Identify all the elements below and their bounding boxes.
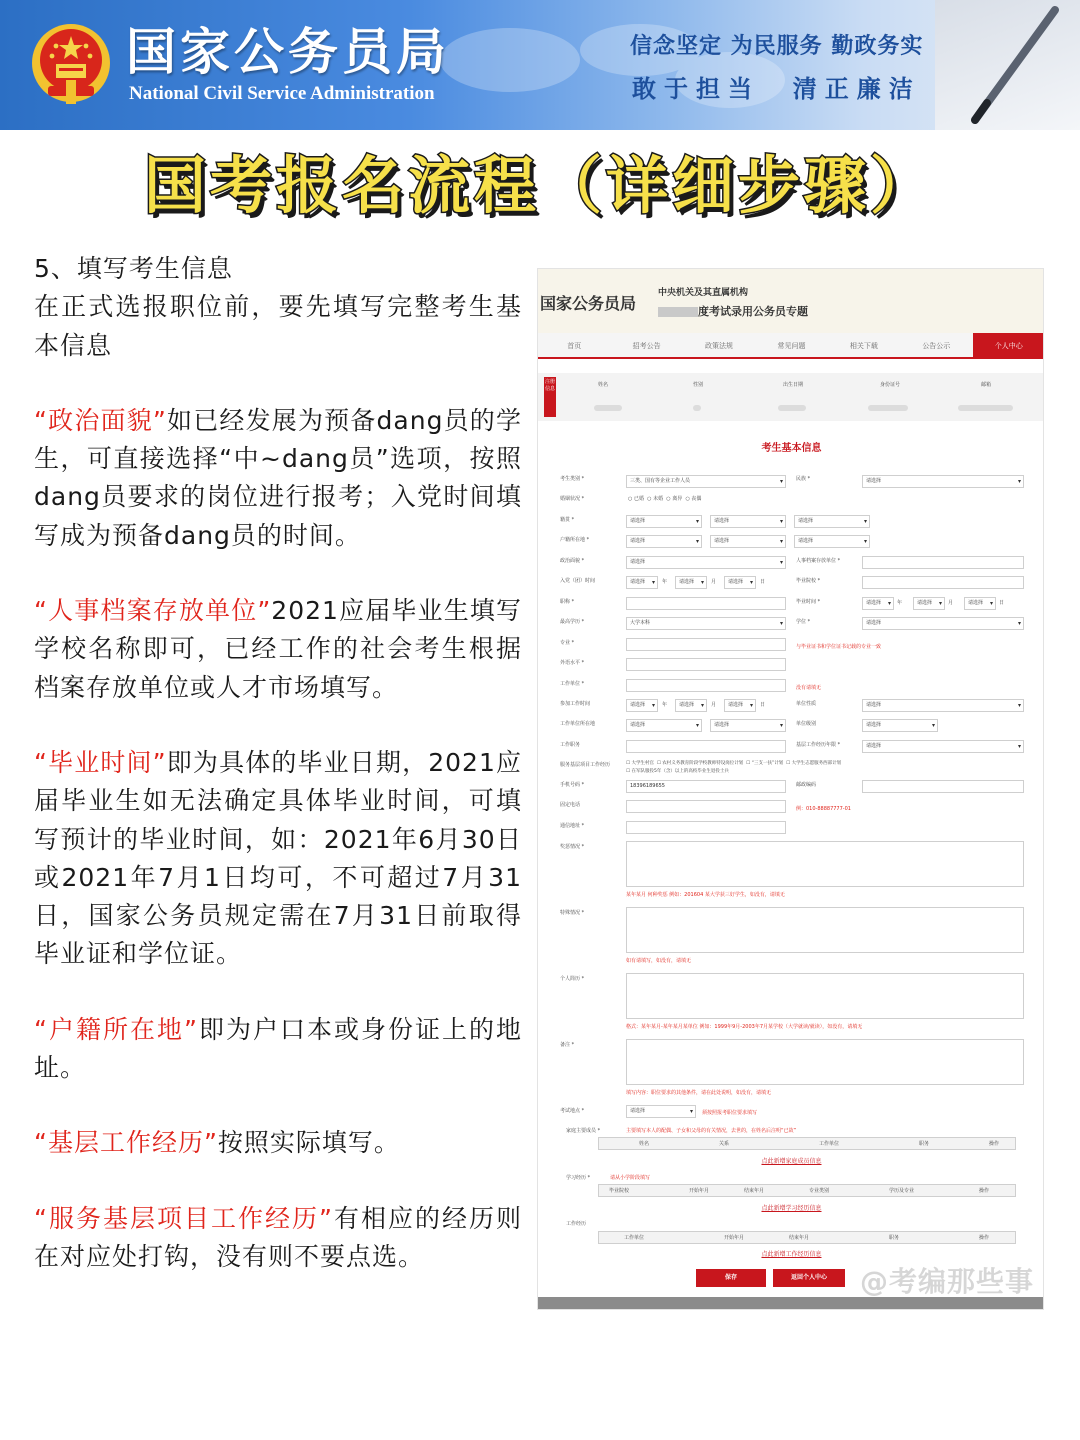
world-map-graphic: [420, 0, 820, 130]
grad-day-select[interactable]: 请选择 ▾: [964, 597, 996, 610]
hint-remark: 填写内容：职位要求的其他条件，请在此处说明，如没有，请填无: [626, 1090, 772, 1096]
hint-degree: 与毕业证书和学位证书记载的专业一致: [796, 644, 882, 650]
label-education: 最高学历 *: [560, 619, 585, 625]
page-heading: 国考报名流程（详细步骤）: [143, 149, 936, 222]
label-category: 考生类别 *: [560, 476, 585, 482]
grad-year-select[interactable]: 请选择 ▾: [862, 597, 894, 610]
save-button[interactable]: 保存: [696, 1269, 766, 1287]
nav-announcements[interactable]: 公告公示: [922, 342, 951, 350]
reg-header-name: 姓名: [598, 382, 609, 388]
label-hukou: 户籍所在地 *: [560, 537, 590, 543]
add-study-link[interactable]: 点此新增学习经历信息: [761, 1205, 822, 1212]
major-input[interactable]: [626, 638, 786, 651]
term-service: “服务基层项目工作经历”: [34, 1203, 333, 1233]
hint-specialty: 如有请填写，如没有，请填无: [626, 958, 692, 964]
reg-info-tag: 注册信息: [544, 377, 556, 417]
blurred-value: [958, 405, 1013, 411]
banner-title: 国家公务员局: [126, 22, 450, 81]
slogan-line-2: 敢于担当 清正廉洁: [632, 75, 921, 103]
form-project-line-2: 度考试录用公务员专题: [658, 303, 808, 319]
work-month-unit: 月: [711, 702, 717, 708]
join-year-select[interactable]: 请选择 ▾: [626, 576, 658, 589]
label-service: 服务基层项目工作经历: [560, 762, 611, 768]
native-city-select[interactable]: 请选择 ▾: [710, 515, 786, 528]
blurred-value: [778, 405, 806, 411]
hukou-county-select[interactable]: 请选择 ▾: [794, 535, 870, 548]
paragraph-political: “政治面貌”如已经发展为预备dang员的学生，可直接选择“中~dang员”选项，按照dang员要求的岗位进行报考；入党时间填写成为预备dang员的时间。: [34, 405, 522, 550]
label-awards: 奖惩情况 *: [560, 844, 585, 850]
label-remark: 备注 *: [560, 1042, 575, 1048]
registration-form-screenshot: [537, 268, 1044, 1310]
article-text: [34, 250, 522, 1276]
basic-years-select[interactable]: 请选择 ▾: [862, 740, 1024, 753]
paragraph-archive: “人事档案存放单位”2021应届毕业生填写学校名称即可，已经工作的社会考生根据档案存放单位或人才市场填写。: [34, 596, 523, 702]
unit-nature-select[interactable]: 请选择 ▾: [862, 699, 1024, 712]
term-basic-work: “基层工作经历”: [34, 1128, 218, 1158]
unit-level-select[interactable]: 请选择 ▾: [862, 719, 938, 732]
slogan-line-1: 信念坚定 为民服务 勤政务实: [630, 34, 924, 59]
label-mobile: 手机号码 *: [560, 782, 585, 788]
form-project-line-1: 中央机关及其直属机构: [658, 288, 749, 298]
resume-textarea[interactable]: [626, 973, 1024, 1019]
nav-policy[interactable]: 政策法规: [705, 342, 734, 350]
label-title: 职称 *: [560, 599, 575, 605]
label-marital: 婚姻状况 *: [560, 496, 585, 502]
label-grad-time: 毕业时间 *: [796, 599, 821, 605]
specialty-textarea[interactable]: [626, 907, 1024, 953]
add-work-link[interactable]: 点此新增工作经历信息: [761, 1251, 822, 1258]
label-phone: 固定电话: [560, 802, 581, 808]
label-native: 籍贯 *: [560, 517, 575, 523]
add-family-link[interactable]: 点此新增家庭成员信息: [761, 1158, 822, 1165]
label-join-time: 入党（团）时间: [560, 578, 596, 584]
label-degree: 学位 *: [796, 619, 811, 625]
step-title: 5、填写考生信息: [34, 254, 233, 283]
term-political: “政治面貌”: [34, 405, 167, 435]
degree-select[interactable]: 请选择 ▾: [862, 617, 1024, 630]
label-resume: 个人简历 *: [560, 976, 585, 982]
term-archive: “人事档案存放单位”: [34, 596, 272, 626]
work-table-header: 工作单位 开始年月 结束年月 职务 操作: [598, 1231, 1016, 1244]
study-table-header: 毕业院校 开始年月 结束年月 专业类别 学历及专业 操作: [598, 1184, 1016, 1197]
archive-input[interactable]: [862, 556, 1024, 569]
work-year-select[interactable]: 请选择 ▾: [626, 699, 658, 712]
paragraph-basic-work: “基层工作经历”按照实际填写。: [34, 1128, 400, 1158]
nav-home[interactable]: 首页: [567, 342, 582, 350]
paragraph-graduation: “毕业时间”即为具体的毕业日期，2021应届毕业生如无法确定具体毕业时间，可填写预计的毕业时间，如：2021年6月30日或2021年7月1日均可，不可超过7月31日，国家公务员规定需在7月31日前取得毕业证和学位证。: [34, 747, 523, 969]
hukou-city-select[interactable]: 请选择 ▾: [710, 535, 786, 548]
label-school: 毕业院校 *: [796, 578, 821, 584]
join-day-select[interactable]: 请选择 ▾: [724, 576, 756, 589]
join-year-unit: 年: [662, 579, 668, 585]
banner-subtitle: National Civil Service Administration: [129, 83, 435, 104]
nav-notices[interactable]: 招考公告: [632, 342, 661, 350]
join-day-unit: 日: [760, 579, 766, 585]
exam-city-select[interactable]: 请选择 ▾: [626, 1105, 696, 1118]
label-work-unit: 工作单位 *: [560, 681, 585, 687]
form-section-title: 考生基本信息: [761, 443, 822, 454]
label-address: 通信地址 *: [560, 823, 585, 829]
reg-header-gender: 性别: [693, 382, 704, 388]
service-checkbox-veteran[interactable]: ☐ 在军队服役5年（含）以上的高校毕业生退役士兵: [626, 769, 729, 774]
label-work-exp: 工作经历: [566, 1221, 587, 1227]
hint-awards: 某年某月 何种奖惩 例如：201604 某大学获三好学生，如没有，请填无: [626, 892, 785, 898]
political-select[interactable]: 请选择 ▾: [626, 556, 786, 569]
address-input[interactable]: [626, 821, 786, 834]
term-graduation: “毕业时间”: [34, 747, 167, 777]
registration-info-strip: [538, 373, 1044, 421]
awards-textarea[interactable]: [626, 841, 1024, 887]
blurred-value: [693, 405, 701, 411]
label-work-start: 参加工作时间: [560, 701, 591, 707]
hint-study: 请从小学阶段填写: [610, 1175, 651, 1181]
label-unit-level: 单位级别: [796, 721, 817, 727]
reg-header-id: 身份证号: [880, 382, 901, 388]
paragraph-hukou: “户籍所在地”即为户口本或身份证上的地址。: [34, 1014, 522, 1083]
form-site-header: [538, 269, 1044, 333]
remark-textarea[interactable]: [626, 1039, 1024, 1085]
label-email: 邮政编码: [796, 782, 817, 788]
pen-icon: [935, 0, 1080, 130]
work-place-city-select[interactable]: 请选择 ▾: [710, 719, 786, 732]
site-banner: [0, 0, 1080, 130]
category-select[interactable]: 三类、国有等企业工作人员 ▾: [626, 475, 786, 488]
label-political: 政治面貌 *: [560, 558, 585, 564]
hint-resume: 格式：某年某月-某年某月某单位 例如：1999年9月-2003年7月某学校（大学就读/就读），如没有，请填无: [626, 1024, 863, 1030]
label-family: 家庭主要成员 *: [566, 1128, 601, 1134]
phone-input[interactable]: [626, 800, 786, 813]
blurred-value: [594, 405, 622, 411]
label-major: 专业 *: [560, 640, 575, 646]
label-archive: 人事档案存放单位 *: [796, 558, 841, 564]
form-nav-bar: [538, 333, 1044, 359]
service-checkboxes[interactable]: ☐ 大学生村官 ☐ 农村义务教育阶段学校教师特设岗位计划 ☐ “三支一扶”计划 ☐ 大学生志愿服务西部计划: [626, 761, 842, 766]
work-place-province-select[interactable]: 请选择 ▾: [626, 719, 702, 732]
national-emblem-icon: [30, 20, 112, 106]
label-study: 学习经历 *: [566, 1175, 591, 1181]
native-province-select[interactable]: 请选择 ▾: [626, 515, 702, 528]
work-month-select[interactable]: 请选择 ▾: [675, 699, 707, 712]
label-exam-city: 考试地点 *: [560, 1108, 585, 1114]
reg-header-email: 邮箱: [981, 382, 992, 388]
title-input[interactable]: [626, 597, 786, 610]
hint-phone: 例：010-88887777-01: [796, 806, 851, 812]
nav-downloads[interactable]: 相关下载: [849, 342, 878, 350]
work-day-select[interactable]: 请选择 ▾: [724, 699, 756, 712]
work-unit-input[interactable]: [626, 679, 786, 692]
label-job: 工作职务: [560, 742, 581, 748]
school-input[interactable]: [862, 576, 1024, 589]
reg-header-birth: 出生日期: [783, 382, 804, 388]
grad-month-unit: 月: [948, 600, 954, 606]
grad-day-unit: 日: [999, 600, 1005, 606]
nav-faq[interactable]: 常见问题: [777, 342, 806, 350]
paragraph-service: “服务基层项目工作经历”有相应的经历则在对应处打钩，没有则不要点选。: [34, 1203, 522, 1271]
hint-job-none: 没有请填无: [796, 685, 822, 691]
grad-month-select[interactable]: 请选择 ▾: [913, 597, 945, 610]
pen-writing-photo: [935, 0, 1080, 130]
nav-personal-center[interactable]: 个人中心: [973, 333, 1044, 357]
label-language: 外语水平 *: [560, 660, 585, 666]
label-basic-years: 基层工作经历年限 *: [796, 742, 841, 748]
hukou-province-select[interactable]: 请选择 ▾: [626, 535, 702, 548]
label-nation: 民族 *: [796, 476, 811, 482]
form-site-logo: 国家公务员局: [540, 294, 637, 313]
hint-exam-city: 须按照报考职位要求填写: [702, 1110, 758, 1116]
work-day-unit: 日: [760, 702, 766, 708]
nation-select[interactable]: 请选择 ▾: [862, 475, 1024, 488]
label-work-place: 工作单位所在地: [560, 721, 596, 727]
mobile-input[interactable]: 18396189655: [626, 780, 786, 793]
label-unit-nature: 单位性质: [796, 701, 817, 707]
hint-family: 主要填写本人的配偶、子女和父母的有关情况，去世的，在姓名后注明“已故”: [626, 1128, 797, 1134]
join-month-select[interactable]: 请选择 ▾: [675, 576, 707, 589]
postcode-input[interactable]: [862, 780, 1024, 793]
family-table-header: 姓名 关系 工作单位 职务 操作: [598, 1137, 1016, 1150]
term-hukou: “户籍所在地”: [34, 1014, 198, 1044]
grad-year-unit: 年: [897, 600, 903, 606]
intro-paragraph: 在正式选报职位前，要先填写完整考生基本信息: [34, 292, 522, 360]
job-input[interactable]: [626, 740, 786, 753]
watermark: @考编那些事: [860, 1265, 1035, 1298]
back-to-center-button[interactable]: 返回个人中心: [773, 1269, 845, 1287]
blurred-value: [868, 405, 908, 411]
education-select[interactable]: 大学本科 ▾: [626, 617, 786, 630]
language-input[interactable]: [626, 658, 786, 671]
join-month-unit: 月: [711, 579, 717, 585]
label-specialty: 特殊情况 *: [560, 910, 585, 916]
native-county-select[interactable]: 请选择 ▾: [794, 515, 870, 528]
work-year-unit: 年: [662, 702, 668, 708]
marital-radios[interactable]: ○ 已婚 ○ 未婚 ○ 离异 ○ 丧偶: [628, 496, 702, 502]
